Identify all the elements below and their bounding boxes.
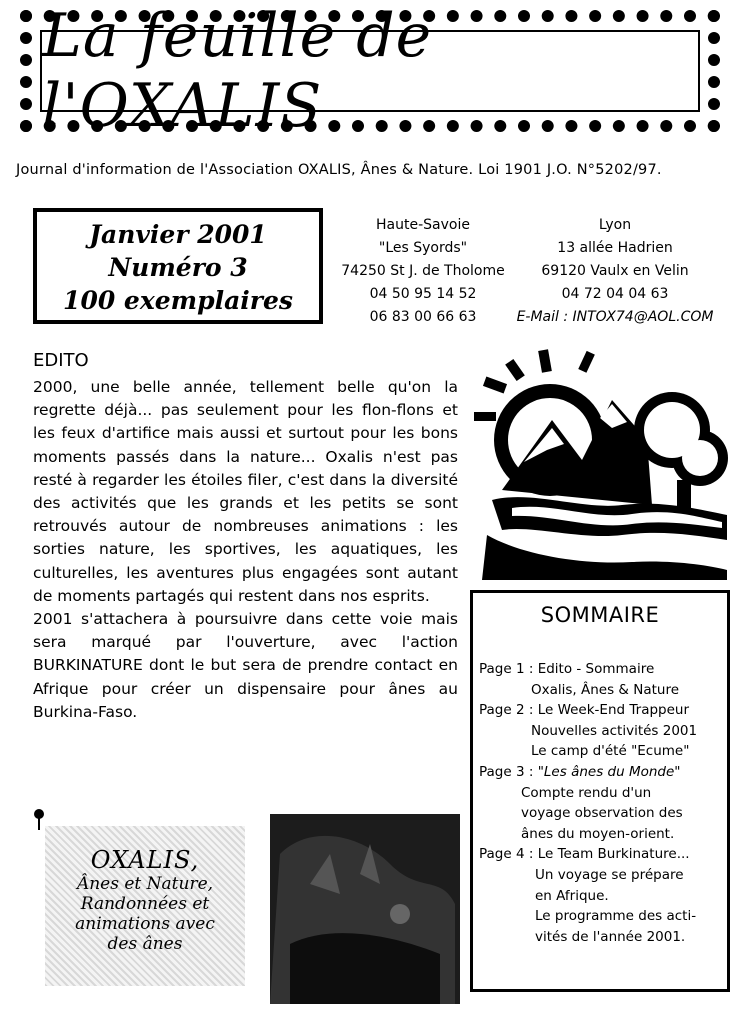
issue-date: Janvier 2001 [89,219,267,249]
promo-brand: OXALIS, [90,846,200,874]
contact-address: 74250 St J. de Tholome [341,263,505,279]
masthead-frame [20,1,720,141]
edito-paragraph: 2001 s'attachera à poursuivre dans cette voie mais sera marqué par l'ouverture, avec l'action BURKINATURE dont le but sera de prendre contact en Afrique pour créer un dispensaire pour ânes au Burkina-Faso. [33,610,458,721]
toc-entry: vités de l'année 2001. [535,928,686,945]
toc-entry-page3 [479,762,697,783]
toc-entry: Oxalis, Ânes & Nature [531,681,680,698]
contact-email[interactable]: E-Mail : INTOX74@AOL.COM [516,309,714,325]
toc-list [479,659,697,947]
toc-entry: voyage observation des [521,805,683,822]
newsletter-title: La feuille de l'OXALIS [42,1,433,141]
contact-address: 69120 Vaulx en Velin [541,263,689,279]
contact-place: "Les Syords" [378,240,468,256]
toc-article-title: "Les ânes du Monde" [537,763,681,780]
table-of-contents [470,590,730,992]
toc-entry: Compte rendu d'un [521,784,652,801]
contact-city: Lyon [598,217,632,233]
promo-line: Ânes et Nature, [76,874,214,894]
newsletter-subtitle: Journal d'information de l'Association OXALIS, Ânes & Nature. Loi 1901 J.O. N°5202/97. [16,162,662,178]
toc-entry: en Afrique. [535,887,609,904]
promo-line: Randonnées et [80,894,210,914]
contact-phone: 04 72 04 04 63 [561,286,669,302]
oxalis-promo-card [45,826,245,986]
edito-heading: EDITO [33,350,89,371]
contact-haute-savoie [326,214,520,329]
toc-entry: Un voyage se prépare [535,866,684,883]
toc-entry: Page 2 : Le Week-End Trappeur [479,702,690,719]
sun-mountain-illustration [472,340,734,580]
toc-entry: Nouvelles activités 2001 [531,722,698,739]
contact-phone: 04 50 95 14 52 [369,286,477,302]
contact-lyon [500,214,730,329]
toc-heading: SOMMAIRE [540,603,660,627]
issue-number: Numéro 3 [108,252,248,282]
promo-line: animations avec [75,914,215,934]
edito-body [33,376,458,724]
toc-entry: Le programme des acti- [535,908,697,925]
issue-info-box [33,208,323,324]
contact-mobile: 06 83 00 66 63 [369,309,477,325]
toc-entry: Page 4 : Le Team Burkinature... [479,846,690,863]
contact-region: Haute-Savoie [376,217,470,233]
toc-entry: Le camp d'été "Ecume" [531,743,690,760]
masthead-inner-border [40,1,700,141]
edito-paragraph: 2000, une belle année, tellement belle qu'on la regrette déjà... pas seulement pour les flon-flons et les feux d'artifice mais aussi et surtout pour les bons moments passés dans la nature... Oxalis n'est pas resté à regarder les étoiles filer, c'est dans la diversité des activités que les grands et les petits se sont retrouvés autour de nombreuses animations : les sorties nature, les sportives, les aquatiques, les culturelles, les aventures plus engagées sont autant de moments partagés qui restent dans nos esprits. [33,378,458,605]
toc-entry: ânes du moyen-orient. [521,825,675,842]
toc-entry: Page 1 : Edito - Sommaire [479,661,655,677]
toc-page-label: Page 3 : [479,763,534,780]
promo-line: des ânes [107,934,183,954]
contact-street: 13 allée Hadrien [557,240,673,256]
issue-copies: 100 exemplaires [63,285,293,315]
donkey-photo [270,814,460,1004]
